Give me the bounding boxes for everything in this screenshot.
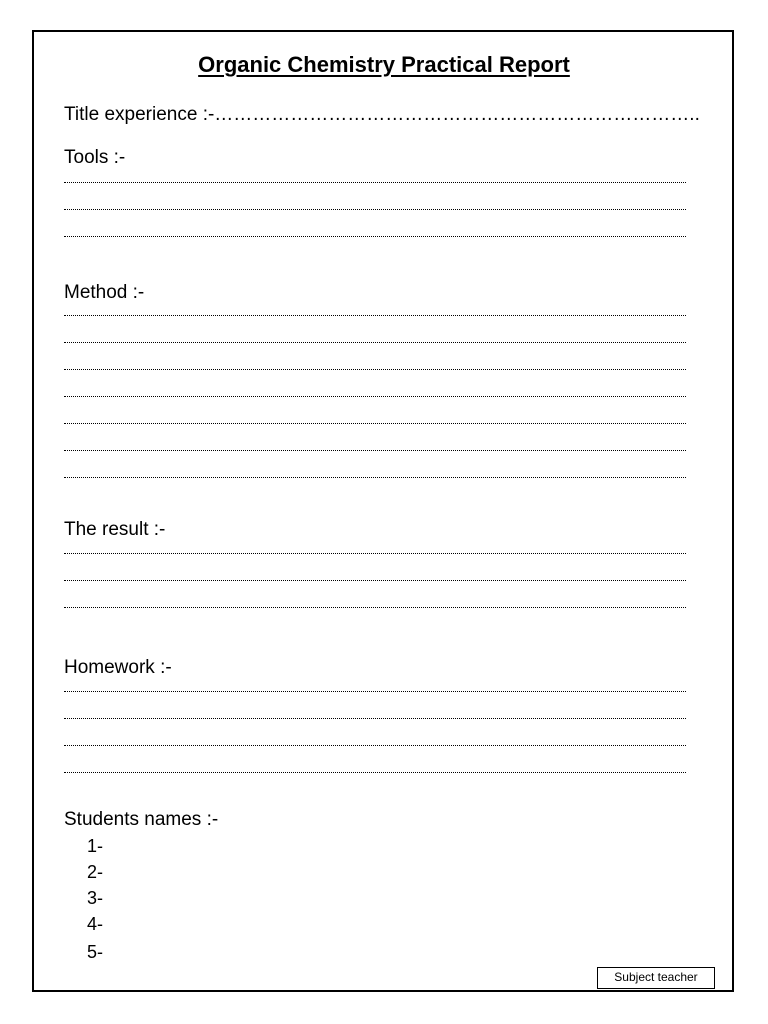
homework-line-1 xyxy=(64,691,686,692)
result-line-1 xyxy=(64,553,686,554)
result-line-2 xyxy=(64,580,686,581)
homework-line-2 xyxy=(64,718,686,719)
method-line-4 xyxy=(64,396,686,397)
method-line-2 xyxy=(64,342,686,343)
method-label: Method :- xyxy=(64,282,145,303)
page-title: Organic Chemistry Practical Report xyxy=(198,52,570,77)
method-line-5 xyxy=(64,423,686,424)
result-label: The result :- xyxy=(64,519,166,540)
student-number-5: 5- xyxy=(87,942,104,962)
tools-label: Tools :- xyxy=(64,147,126,168)
students-label: Students names :- xyxy=(64,809,219,830)
method-line-6 xyxy=(64,450,686,451)
tools-line-1 xyxy=(64,182,686,183)
title-experience-label: Title experience :-………………………………………………………………….. xyxy=(64,104,700,125)
method-line-7 xyxy=(64,477,686,478)
tools-line-3 xyxy=(64,236,686,237)
page-border xyxy=(32,30,734,992)
method-line-3 xyxy=(64,369,686,370)
student-number-1: 1- xyxy=(87,836,104,856)
tools-line-2 xyxy=(64,209,686,210)
subject-teacher-box: Subject teacher xyxy=(597,967,715,989)
homework-label: Homework :- xyxy=(64,657,172,678)
method-line-1 xyxy=(64,315,686,316)
homework-line-3 xyxy=(64,745,686,746)
result-line-3 xyxy=(64,607,686,608)
homework-line-4 xyxy=(64,772,686,773)
student-number-2: 2- xyxy=(87,862,104,882)
student-number-3: 3- xyxy=(87,888,104,908)
student-number-4: 4- xyxy=(87,914,104,934)
